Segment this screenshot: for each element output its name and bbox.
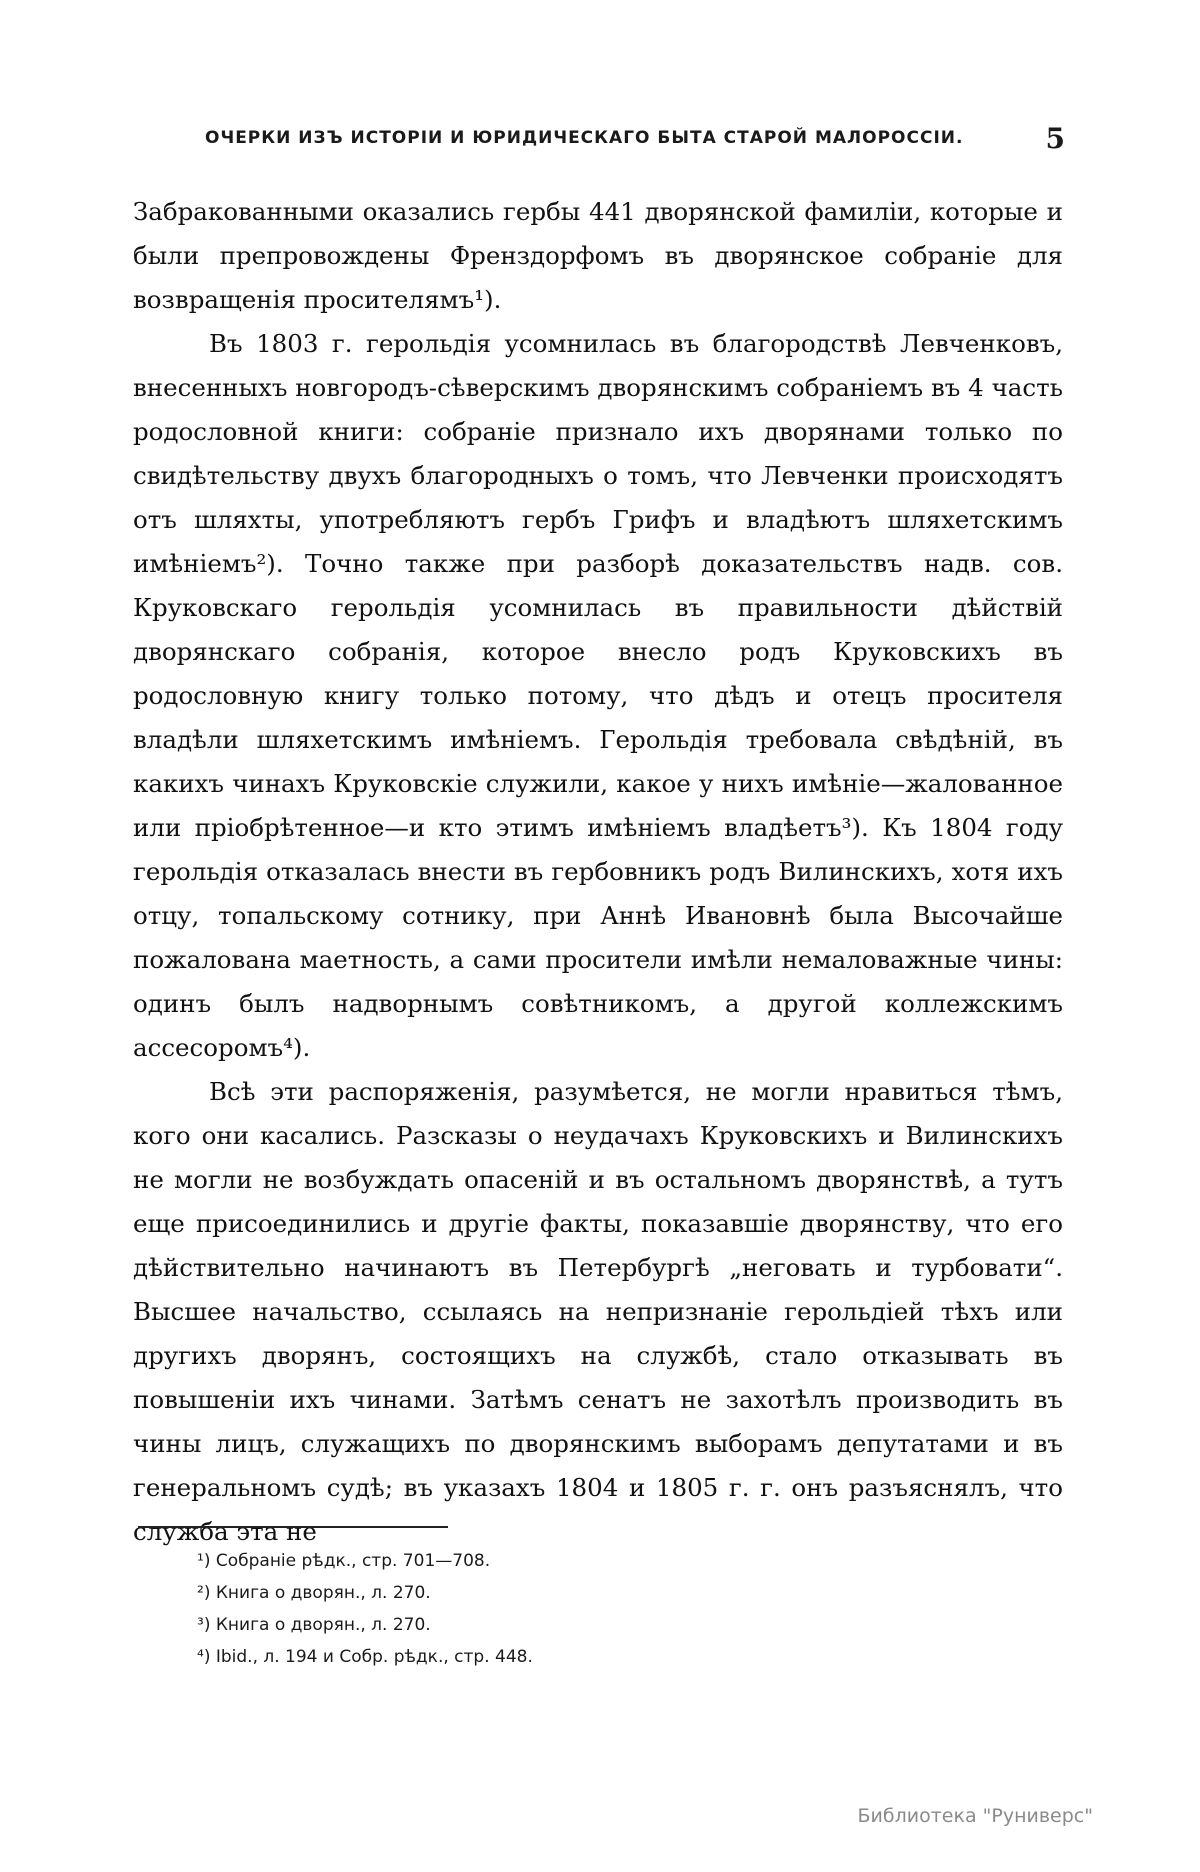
footnote-divider [138, 1526, 448, 1528]
footnotes [197, 1545, 897, 1673]
library-watermark: Библиотека "Руниверс" [857, 1805, 1093, 1827]
page-number: 5 [1045, 122, 1065, 155]
running-title: ОЧЕРКИ ИЗЪ ИСТОРІИ И ЮРИДИЧЕСКАГО БЫТА СТАРОЙ МАЛОРОССІИ. [205, 128, 964, 148]
footnote-3: ³) Книга о дворян., л. 270. [197, 1615, 431, 1635]
running-head [205, 122, 1065, 158]
footnote-1: ¹) Собраніе рѣдк., стр. 701—708. [197, 1551, 491, 1571]
body-text [133, 190, 1063, 1554]
footnote-4: ⁴) Ibid., л. 194 и Собр. рѣдк., стр. 448. [197, 1647, 533, 1667]
paragraph-3: Всѣ эти распоряженія, разумѣется, не могли нравиться тѣмъ, кого они касались. Разсказы о неудачахъ Круковскихъ и Вилинскихъ не могли не возбуждать опасеній и въ остальномъ дворянствѣ, а тутъ еще присоединились и другіе факты, показавшіе дворянству, что его дѣйствительно начинаютъ въ Петербургѣ „неговать и турбовати“. Высшее начальство, ссылаясь на непризнаніе герольдіей тѣхъ или другихъ дворянъ, состоящихъ на службѣ, стало отказывать въ повышеніи ихъ чинами. Затѣмъ сенатъ не захотѣлъ производить въ чины лицъ, служащихъ по дворянскимъ выборамъ депутатами и въ генеральномъ судѣ; въ указахъ 1804 и 1805 г. г. онъ разъяснялъ, что служба эта не [133, 1077, 1063, 1546]
footnote-2: ²) Книга о дворян., л. 270. [197, 1583, 431, 1603]
paragraph-2: Въ 1803 г. герольдія усомнилась въ благородствѣ Левченковъ, внесенныхъ новгородъ-сѣверскимъ дворянскимъ собраніемъ въ 4 часть родословной книги: собраніе признало ихъ дворянами только по свидѣтельству двухъ благородныхъ о томъ, что Левченки происходятъ отъ шляхты, употребляютъ гербъ Грифъ и владѣютъ шляхетскимъ имѣніемъ²). Точно также при разборѣ доказательствъ надв. сов. Круковскаго герольдія усомнилась въ правильности дѣйствій дворянскаго собранія, которое внесло родъ Круковскихъ въ родословную книгу только потому, что дѣдъ и отецъ просителя владѣли шляхетскимъ имѣніемъ. Герольдія требовала свѣдѣній, въ какихъ чинахъ Круковскіе служили, какое у нихъ имѣніе—жалованное или пріобрѣтенное—и кто этимъ имѣніемъ владѣетъ³). Къ 1804 году герольдія отказалась внести въ гербовникъ родъ Вилинскихъ, хотя ихъ отцу, топальскому сотнику, при Аннѣ Ивановнѣ была Высочайше пожалована маетность, а сами просители имѣли немаловажные чины: одинъ былъ надворнымъ совѣтникомъ, а другой коллежскимъ ассесоромъ⁴). [133, 329, 1063, 1062]
paragraph-1: Забракованными оказались гербы 441 дворянской фамиліи, которые и были препровождены Френздорфомъ въ дворянское собраніе для возвращенія просителямъ¹). [133, 197, 1063, 314]
